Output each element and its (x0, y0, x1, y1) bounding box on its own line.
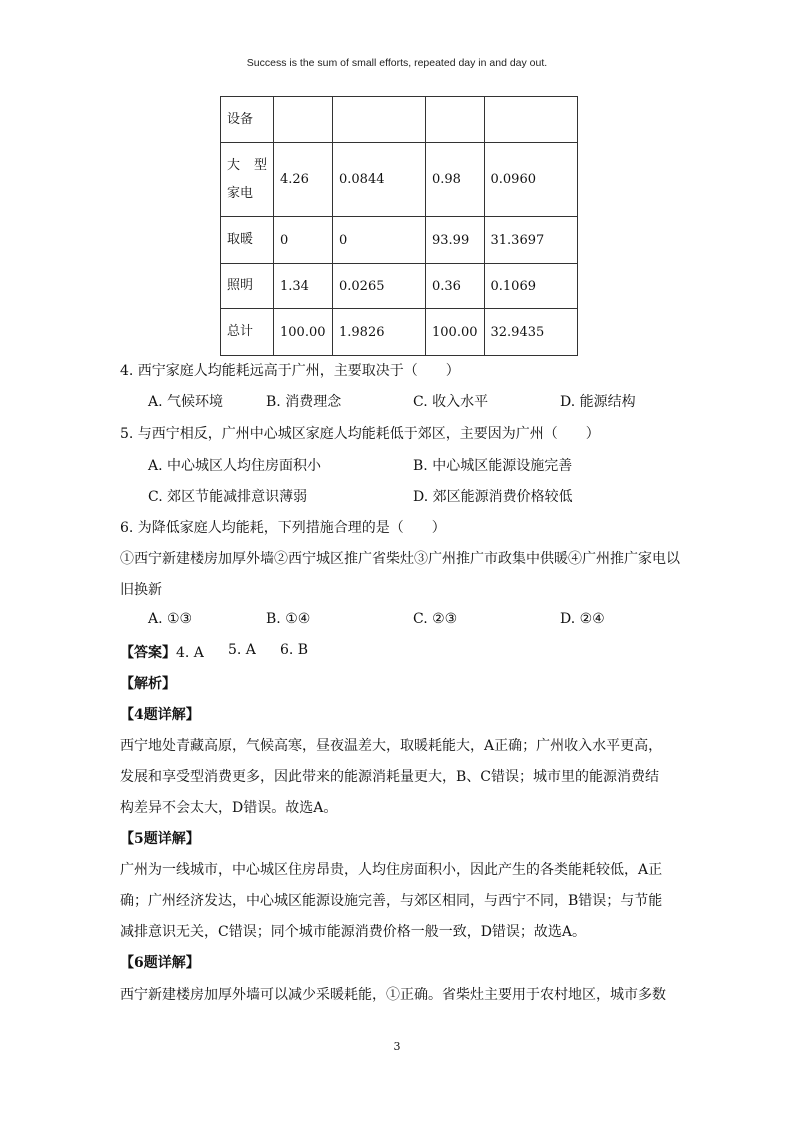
table-cell: 0 (333, 217, 426, 264)
detail-4-line: 构差异不会太大，D错误。故选A。 (120, 800, 338, 816)
detail-4-title: 【4题详解】 (120, 707, 200, 723)
row-label-bottom: 家电 (227, 185, 254, 201)
q4-option-b: B. 消费理念 (266, 394, 342, 410)
row-label: 照明 (221, 264, 274, 309)
answer-line (120, 642, 204, 662)
question-6-stem: 6. 为降低家庭人均能耗，下列措施合理的是（ ） (120, 520, 446, 536)
table-cell: 100.00 (274, 309, 333, 356)
question-5-stem: 5. 与西宁相反，广州中心城区家庭人均能耗低于郊区，主要因为广州（ ） (120, 426, 600, 442)
table-cell (426, 97, 485, 143)
q4-option-a: A. 气候环境 (148, 394, 224, 410)
detail-5-title: 【5题详解】 (120, 831, 200, 847)
table-cell: 4.26 (274, 143, 333, 217)
table-cell: 0.0960 (484, 143, 577, 217)
analysis-label: 【解析】 (120, 676, 176, 692)
table-cell: 0 (274, 217, 333, 264)
table-cell: 0.1069 (484, 264, 577, 309)
q6-option-b: B. ①④ (266, 611, 311, 627)
question-6-statements-cont: 旧换新 (120, 582, 162, 598)
table-row (221, 217, 578, 264)
table-cell: 0.98 (426, 143, 485, 217)
table-cell: 0.0265 (333, 264, 426, 309)
detail-5-line: 确；广州经济发达，中心城区能源设施完善，与郊区相同，与西宁不同，B错误；与节能 (120, 893, 663, 909)
table-cell: 1.34 (274, 264, 333, 309)
answer-item: 4. A (176, 645, 204, 661)
q6-option-a: A. ①③ (148, 611, 193, 627)
table-cell: 32.9435 (484, 309, 577, 356)
table-row (221, 309, 578, 356)
detail-5-line: 减排意识无关，C错误；同个城市能源消费价格一般一致，D错误；故选A。 (120, 924, 587, 940)
row-label: 总计 (221, 309, 274, 356)
q5-option-a: A. 中心城区人均住房面积小 (148, 458, 322, 474)
answer-label: 【答案】 (120, 645, 176, 661)
q6-option-d: D. ②④ (560, 611, 605, 627)
detail-6-title: 【6题详解】 (120, 955, 200, 971)
answer-item: 5. A (228, 642, 256, 658)
row-label-char: 型 (253, 157, 267, 173)
q5-option-d: D. 郊区能源消费价格较低 (413, 489, 573, 505)
table-cell (484, 97, 577, 143)
row-label: 取暖 (221, 217, 274, 264)
energy-table (220, 96, 578, 356)
table-cell: 1.9826 (333, 309, 426, 356)
table-row (221, 97, 578, 143)
detail-4-line: 西宁地处青藏高原，气候高寒，昼夜温差大，取暖耗能大，A正确；广州收入水平更高， (120, 738, 663, 754)
question-4-stem: 4. 西宁家庭人均能耗远高于广州，主要取决于（ ） (120, 363, 460, 379)
row-label-char: 大 (227, 157, 241, 173)
q5-option-b: B. 中心城区能源设施完善 (413, 458, 573, 474)
answer-item: 6. B (280, 642, 309, 658)
row-label-top (227, 152, 267, 180)
table-cell (274, 97, 333, 143)
detail-4-line: 发展和享受型消费更多，因此带来的能源消耗量更大，B、C错误；城市里的能源消费结 (120, 769, 659, 785)
table-cell: 0.36 (426, 264, 485, 309)
row-label (221, 143, 274, 217)
row-label: 设备 (221, 97, 274, 143)
table-cell: 93.99 (426, 217, 485, 264)
table-cell (333, 97, 426, 143)
table-cell: 31.3697 (484, 217, 577, 264)
q6-option-c: C. ②③ (413, 611, 458, 627)
page-header: Success is the sum of small efforts, repeated day in and day out. (246, 57, 548, 69)
detail-6-line: 西宁新建楼房加厚外墙可以减少采暖耗能，①正确。省柴灶主要用于农村地区，城市多数 (120, 987, 666, 1003)
question-6-statements: ①西宁新建楼房加厚外墙②西宁城区推广省柴灶③广州推广市政集中供暖④广州推广家电以 (120, 551, 680, 567)
table-cell: 0.0844 (333, 143, 426, 217)
table-cell: 100.00 (426, 309, 485, 356)
page-number: 3 (393, 1040, 401, 1053)
q4-option-d: D. 能源结构 (560, 394, 636, 410)
table-row (221, 143, 578, 217)
table-row (221, 264, 578, 309)
q5-option-c: C. 郊区节能减排意识薄弱 (148, 489, 308, 505)
q4-option-c: C. 收入水平 (413, 394, 489, 410)
detail-5-line: 广州为一线城市，中心城区住房昂贵，人均住房面积小，因此产生的各类能耗较低，A正 (120, 862, 663, 878)
